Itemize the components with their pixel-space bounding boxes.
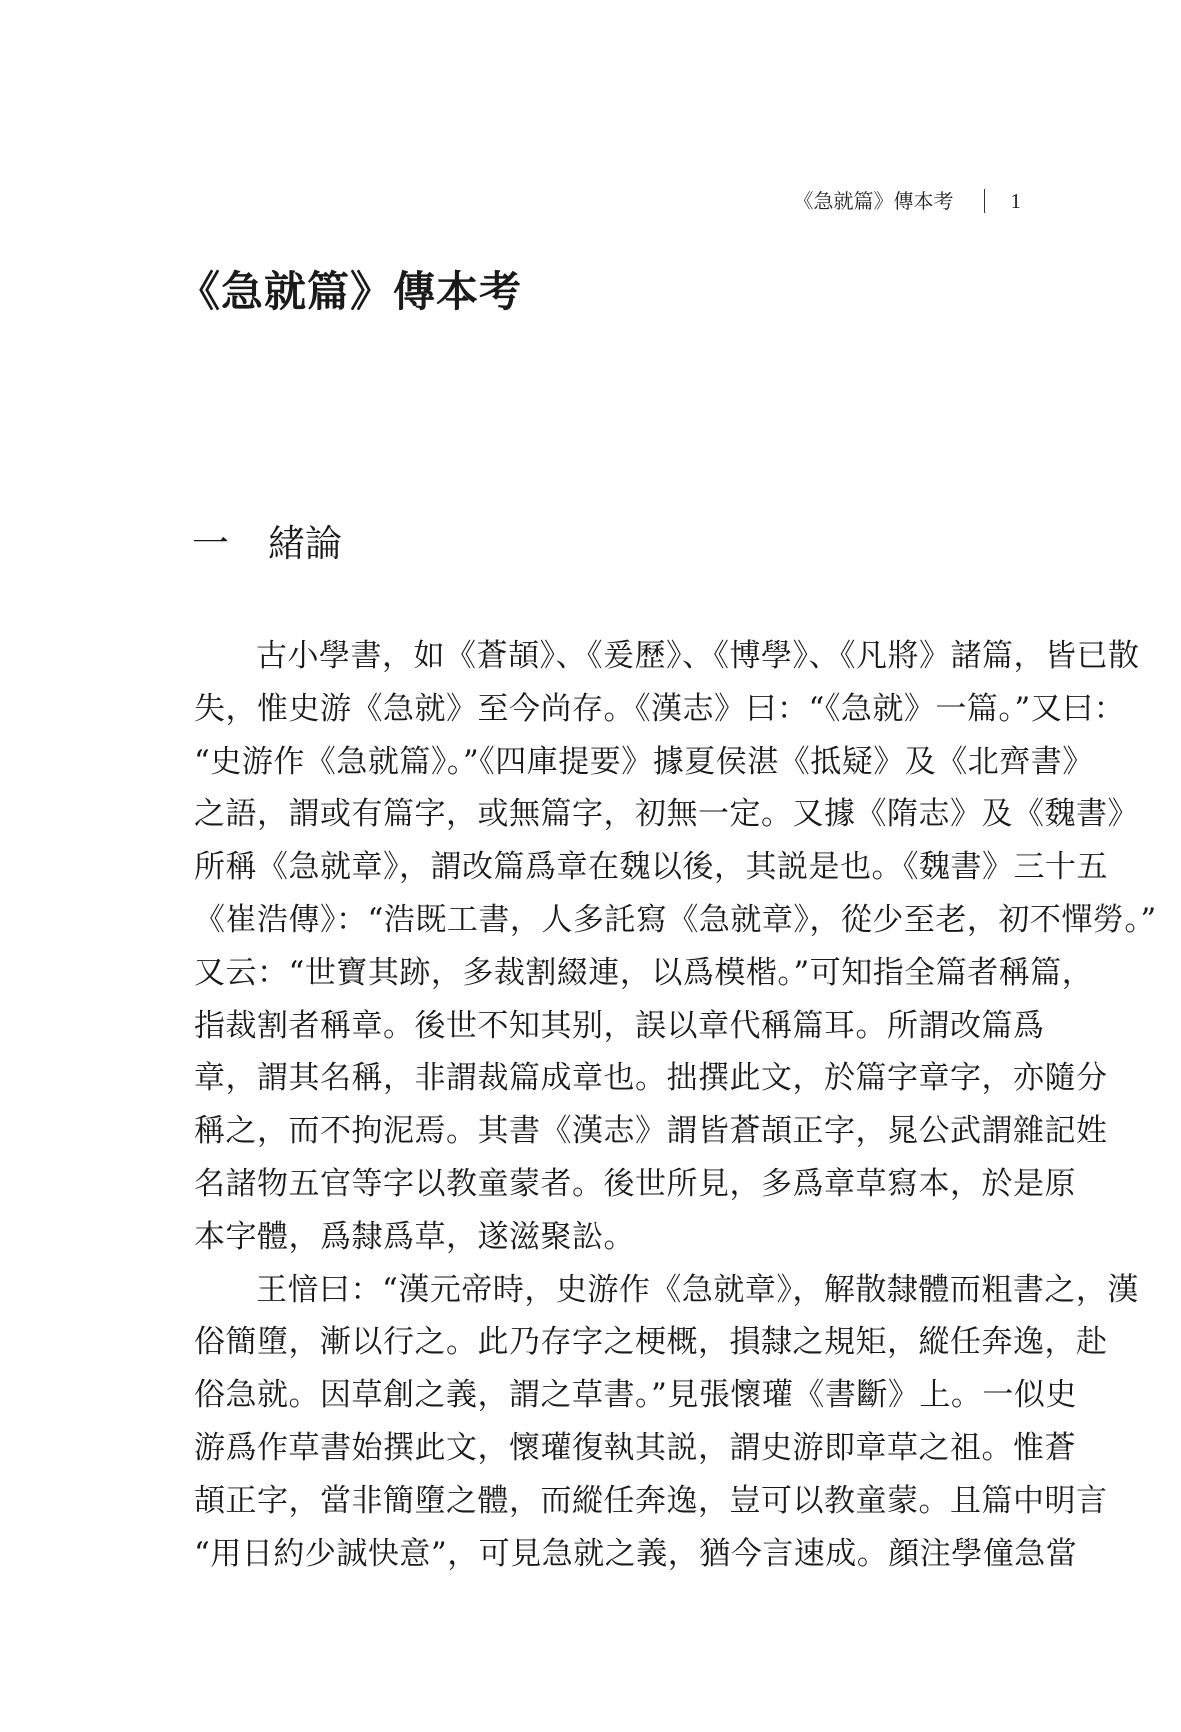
text-line: 失，惟史游《急就》至今尚存。《漢志》曰：“《急就》一篇。”又曰： — [194, 690, 1126, 727]
text-line: 俗急就。因草創之義，謂之草書。”見張懷瓘《書斷》上。一似史 — [194, 1377, 1077, 1414]
section-title: 緒論 — [268, 522, 342, 565]
text-line: 又云：“世寶其跡，多裁割綴連，以爲模楷。”可知指全篇者稱篇， — [194, 954, 1094, 991]
text-line: “用日約少誠快意”，可見急就之義，猶今言速成。顔注學僮急當 — [194, 1535, 1078, 1572]
text-line: 章，謂其名稱，非謂裁篇成章也。拙撰此文，於篇字章字，亦隨分 — [194, 1060, 1108, 1097]
running-header — [794, 188, 1022, 214]
text-line: 王愔曰：“漢元帝時，史游作《急就章》，解散隸體而粗書之，漢 — [256, 1271, 1139, 1308]
chapter-title: 《急就篇》傳本考 — [178, 267, 523, 316]
text-line: 之語，謂或有篇字，或無篇字，初無一定。又據《隋志》及《魏書》 — [194, 796, 1139, 833]
text-line: 頡正字，當非簡墮之體，而縱任奔逸，豈可以教童蒙。且篇中明言 — [194, 1482, 1108, 1519]
text-line: 《崔浩傳》：“浩既工書，人多託寫《急就章》，從少至老，初不憚勞。” — [194, 901, 1157, 938]
paragraph — [194, 1264, 1139, 1581]
text-line: 指裁割者稱章。後世不知其别，誤以章代稱篇耳。所謂改篇爲 — [194, 1007, 1045, 1044]
text-line: 名諸物五官等字以教童蒙者。後世所見，多爲章草寫本，於是原 — [194, 1165, 1076, 1202]
text-line: “史游作《急就篇》。”《四庫提要》據夏侯湛《抵疑》及《北齊書》 — [194, 743, 1094, 780]
body-text — [194, 630, 1157, 1580]
paragraph — [194, 630, 1157, 1264]
text-line: 古小學書，如《蒼頡》、《爰歷》、《博學》、《凡將》諸篇，皆已散 — [256, 638, 1140, 674]
text-line: 游爲作草書始撰此文，懷瓘復執其説，謂史游即章草之祖。惟蒼 — [194, 1429, 1076, 1466]
section-heading — [192, 518, 342, 570]
running-title: 《急就篇》傳本考 — [793, 189, 954, 213]
page-number: 1 — [1010, 189, 1021, 213]
text-line: 稱之，而不拘泥焉。其書《漢志》謂皆蒼頡正字，晁公武謂雜記姓 — [194, 1113, 1108, 1150]
text-line: 所稱《急就章》，謂改篇爲章在魏以後，其説是也。《魏書》三十五 — [194, 849, 1108, 886]
section-number: 一 — [192, 522, 229, 565]
header-divider — [984, 189, 985, 213]
text-line: 本字體，爲隸爲草，遂滋聚訟。 — [194, 1218, 635, 1255]
text-line: 俗簡墮，漸以行之。此乃存字之梗概，損隸之規矩，縱任奔逸，赴 — [194, 1324, 1108, 1361]
